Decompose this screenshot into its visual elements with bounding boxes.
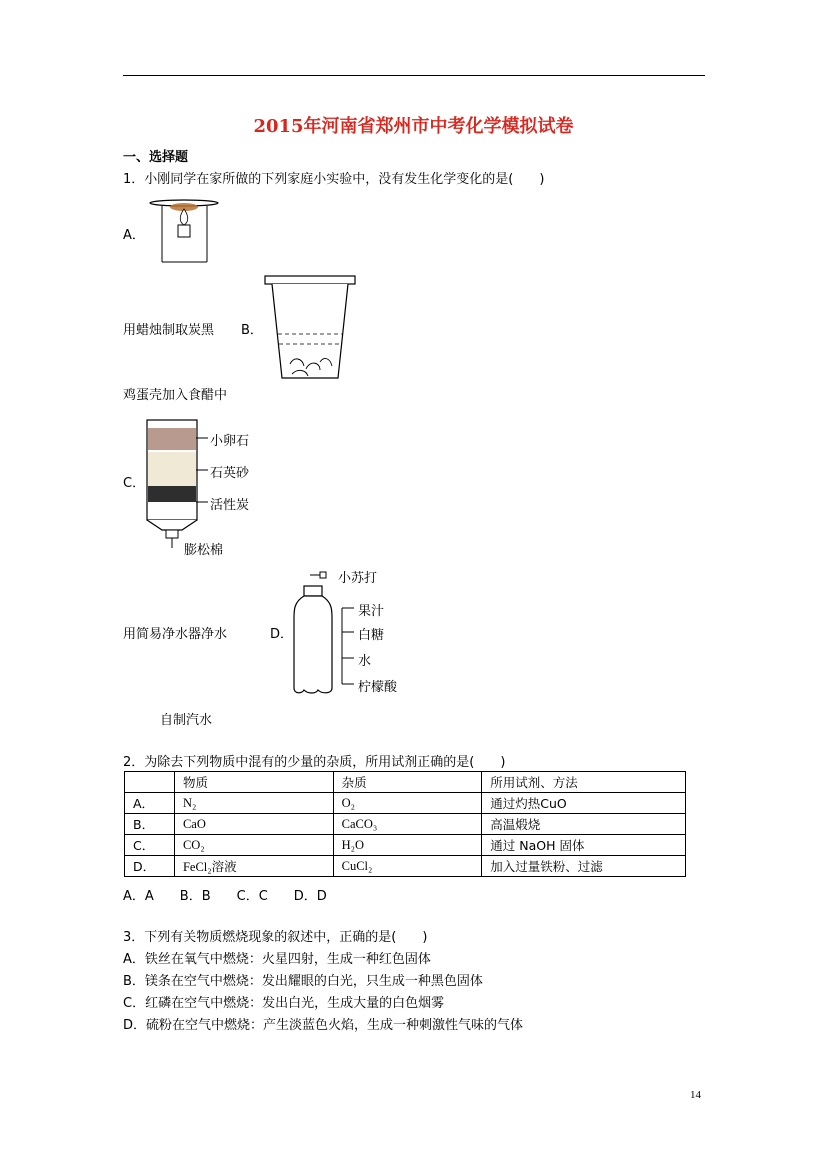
table-row [125, 793, 686, 814]
filter-label-quartz-sand: 石英砂 [210, 466, 250, 481]
row-letter: C． [125, 835, 175, 856]
impurity-cell: CuCl₂ [333, 856, 482, 877]
question-3-stem: 3．下列有关物质燃烧现象的叙述中，正确的是( ) [123, 930, 428, 945]
header-cell: 杂质 [333, 772, 482, 793]
q1-option-d-letter: D． [270, 627, 294, 642]
header-rule [123, 75, 705, 76]
q1-option-a-caption: 用蜡烛制取炭黑 [123, 323, 215, 338]
substance-cell: N₂ [174, 793, 333, 814]
method-cell: 高温煅烧 [482, 814, 686, 835]
question-1-stem: 1．小刚同学在家所做的下列家庭小实验中，没有发生化学变化的是( ) [123, 172, 545, 187]
q1-option-b-letter: B． [241, 323, 263, 338]
header-cell: 物质 [174, 772, 333, 793]
substance-cell: CaO [174, 814, 333, 835]
table-row [125, 835, 686, 856]
beaker-eggshell-figure [262, 274, 358, 384]
bottle-label-sugar: 白糖 [358, 628, 385, 643]
substance-cell: FeCl₂溶液 [174, 856, 333, 877]
impurity-table [124, 771, 686, 877]
method-cell: 加入过量铁粉、过滤 [482, 856, 686, 877]
impurity-cell: H₂O [333, 835, 482, 856]
q3-option-d: D．硫粉在空气中燃烧：产生淡蓝色火焰，生成一种刺激性气味的气体 [123, 1018, 524, 1033]
q1-option-c-letter: C． [123, 476, 146, 491]
q1-option-c-caption: 用简易净水器净水 [123, 627, 228, 642]
page-number: 14 [690, 1089, 701, 1101]
table-row [125, 856, 686, 877]
filter-label-activated-carbon: 活性炭 [210, 498, 250, 513]
row-letter: A． [125, 793, 175, 814]
filter-label-pebbles: 小卵石 [210, 434, 250, 449]
method-cell: 通过灼热CuO [482, 793, 686, 814]
section-heading: 一、选择题 [123, 150, 189, 165]
bottle-label-juice: 果汁 [358, 604, 385, 619]
q3-option-c: C．红磷在空气中燃烧：发出白光，生成大量的白色烟雾 [123, 996, 445, 1011]
water-filter-figure [140, 410, 204, 552]
row-letter: D． [125, 856, 175, 877]
method-cell: 通过 NaOH 固体 [482, 835, 686, 856]
question-2-stem: 2．为除去下列物质中混有的少量的杂质，所用试剂正确的是( ) [123, 755, 506, 770]
page-title: 2015年河南省郑州市中考化学模拟试卷 [253, 116, 574, 137]
table-row [125, 814, 686, 835]
question-2-choices: A．A B．B C．C D．D [123, 889, 327, 904]
bottle-leader-bracket [340, 600, 356, 690]
q1-option-a-letter: A． [123, 228, 145, 243]
bottle-label-baking-soda: 小苏打 [338, 571, 378, 586]
header-cell: 所用试剂、方法 [482, 772, 686, 793]
q3-option-a: A．铁丝在氧气中燃烧：火星四射，生成一种红色固体 [123, 952, 431, 967]
filter-leader-lines [196, 428, 210, 550]
bottle-label-water: 水 [358, 654, 372, 669]
q1-option-d-caption: 自制汽水 [160, 713, 213, 728]
filter-label-cotton: 膨松棉 [184, 543, 224, 558]
bottle-label-citric-acid: 柠檬酸 [358, 680, 398, 695]
candle-plate-figure [146, 196, 224, 266]
impurity-cell: CaCO₃ [333, 814, 482, 835]
substance-cell: CO₂ [174, 835, 333, 856]
impurity-cell: O₂ [333, 793, 482, 814]
row-letter: B． [125, 814, 175, 835]
q1-option-b-caption: 鸡蛋壳加入食醋中 [123, 388, 228, 403]
q3-option-b: B．镁条在空气中燃烧：发出耀眼的白光，只生成一种黑色固体 [123, 974, 483, 989]
header-cell [125, 772, 175, 793]
table-header-row [125, 772, 686, 793]
